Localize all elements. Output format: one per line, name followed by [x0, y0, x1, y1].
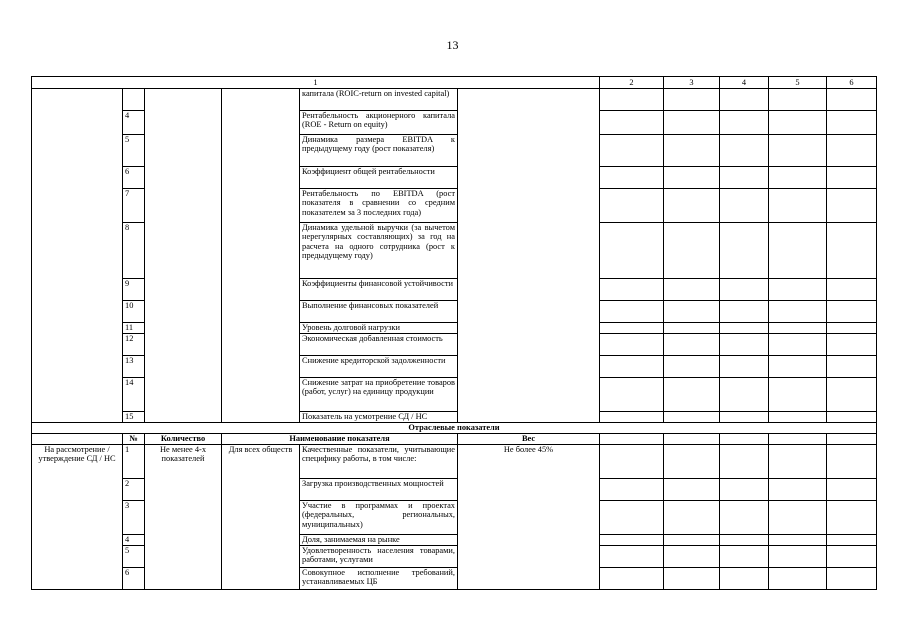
indicator-name: Уровень долговой нагрузки [300, 323, 458, 334]
empty-cell [600, 378, 664, 412]
section-title: Отраслевые показатели [32, 423, 877, 434]
indicator-name: Динамика удельной выручки (за вычетом нерегулярных составляющих) за год на расчета на одного сотрудника (рост к предыдущему году) [300, 223, 458, 279]
empty-cell [600, 301, 664, 323]
empty-cell [600, 412, 664, 423]
empty-cell [827, 568, 877, 590]
empty-cell [664, 434, 720, 445]
sub-header-qty: Количество [145, 434, 222, 445]
group-weight-cell [458, 89, 600, 423]
row-number: 7 [123, 189, 145, 223]
empty-cell [600, 223, 664, 279]
empty-cell [769, 301, 827, 323]
empty-cell [600, 189, 664, 223]
group-scope: Для всех обществ [222, 445, 300, 590]
empty-cell [664, 111, 720, 135]
empty-cell [769, 434, 827, 445]
empty-cell [720, 135, 769, 167]
column-header-1: 1 [32, 77, 600, 89]
empty-cell [664, 135, 720, 167]
empty-cell [720, 334, 769, 356]
empty-cell [720, 167, 769, 189]
indicator-name: Рентабельность по EBITDA (рост показателя в сравнении со средним показателем за 3 последних года) [300, 189, 458, 223]
empty-cell [769, 111, 827, 135]
empty-cell [769, 334, 827, 356]
row-number: 13 [123, 356, 145, 378]
row-number: 12 [123, 334, 145, 356]
row-number: 4 [123, 535, 145, 546]
empty-cell [827, 111, 877, 135]
empty-cell [720, 89, 769, 111]
empty-cell [827, 279, 877, 301]
empty-cell [600, 323, 664, 334]
indicators-table [31, 76, 877, 590]
empty-cell [827, 434, 877, 445]
empty-cell [32, 434, 123, 445]
empty-cell [720, 501, 769, 535]
empty-cell [720, 546, 769, 568]
empty-cell [720, 568, 769, 590]
empty-cell [827, 323, 877, 334]
empty-cell [769, 356, 827, 378]
page-number: 13 [446, 38, 459, 52]
sub-header-row [32, 434, 877, 445]
empty-cell [827, 89, 877, 111]
empty-cell [720, 479, 769, 501]
empty-cell [827, 546, 877, 568]
indicator-name: Рентабельность акционерного капитала (ROE - Return on equity) [300, 111, 458, 135]
indicator-name: Загрузка производственных мощностей [300, 479, 458, 501]
empty-cell [769, 546, 827, 568]
indicator-name: Снижение кредиторской задолженности [300, 356, 458, 378]
empty-cell [827, 479, 877, 501]
empty-cell [827, 445, 877, 479]
empty-cell [600, 479, 664, 501]
sub-header-no: № [123, 434, 145, 445]
indicator-name: Участие в программах и проектах (федеральных, региональных, муниципальных) [300, 501, 458, 535]
empty-cell [720, 279, 769, 301]
empty-cell [720, 189, 769, 223]
indicator-name: Снижение затрат на приобретение товаров (работ, услуг) на единицу продукции [300, 378, 458, 412]
empty-cell [600, 89, 664, 111]
empty-cell [664, 412, 720, 423]
empty-cell [827, 501, 877, 535]
empty-cell [769, 445, 827, 479]
empty-cell [769, 568, 827, 590]
empty-cell [600, 568, 664, 590]
empty-cell [769, 412, 827, 423]
empty-cell [720, 434, 769, 445]
empty-cell [664, 378, 720, 412]
indicator-name: Экономическая добавленная стоимость [300, 334, 458, 356]
row-number: 14 [123, 378, 145, 412]
empty-cell [664, 568, 720, 590]
row-number: 5 [123, 135, 145, 167]
row-number: 6 [123, 167, 145, 189]
row-number: 1 [123, 445, 145, 479]
sub-header-name: Наименование показателя [222, 434, 458, 445]
empty-cell [600, 535, 664, 546]
empty-cell [769, 535, 827, 546]
empty-cell [664, 301, 720, 323]
indicator-name: Динамика размера EBITDA к предыдущему году (рост показателя) [300, 135, 458, 167]
empty-cell [600, 546, 664, 568]
empty-cell [600, 356, 664, 378]
column-header-5: 5 [769, 77, 827, 89]
empty-cell [720, 356, 769, 378]
empty-cell [769, 279, 827, 301]
empty-cell [827, 301, 877, 323]
row-number: 8 [123, 223, 145, 279]
empty-cell [769, 189, 827, 223]
empty-cell [664, 279, 720, 301]
column-header-3: 3 [664, 77, 720, 89]
table-row [32, 89, 877, 111]
empty-cell [720, 445, 769, 479]
empty-cell [769, 135, 827, 167]
section-row [32, 423, 877, 434]
row-number: 10 [123, 301, 145, 323]
empty-cell [664, 334, 720, 356]
empty-cell [827, 167, 877, 189]
indicator-name: Показатель на усмотрение СД / НС [300, 412, 458, 423]
row-number: 6 [123, 568, 145, 590]
empty-cell [600, 167, 664, 189]
empty-cell [769, 167, 827, 189]
group-scope-cell [222, 89, 300, 423]
row-number: 9 [123, 279, 145, 301]
empty-cell [720, 301, 769, 323]
empty-cell [769, 378, 827, 412]
row-number: 3 [123, 501, 145, 535]
empty-cell [827, 412, 877, 423]
sub-header-weight: Вес [458, 434, 600, 445]
empty-cell [769, 479, 827, 501]
indicator-name: Выполнение финансовых показателей [300, 301, 458, 323]
indicator-name: Коэффициент общей рентабельности [300, 167, 458, 189]
indicator-name: Доля, занимаемая на рынке [300, 535, 458, 546]
empty-cell [664, 189, 720, 223]
row-number: 4 [123, 111, 145, 135]
empty-cell [664, 479, 720, 501]
column-header-4: 4 [720, 77, 769, 89]
empty-cell [600, 445, 664, 479]
empty-cell [664, 323, 720, 334]
empty-cell [600, 501, 664, 535]
empty-cell [720, 223, 769, 279]
empty-cell [600, 434, 664, 445]
empty-cell [769, 223, 827, 279]
empty-cell [720, 111, 769, 135]
empty-cell [769, 89, 827, 111]
empty-cell [827, 189, 877, 223]
empty-cell [664, 445, 720, 479]
empty-cell [827, 223, 877, 279]
empty-cell [664, 89, 720, 111]
empty-cell [664, 546, 720, 568]
empty-cell [664, 356, 720, 378]
row-number: 5 [123, 546, 145, 568]
empty-cell [720, 378, 769, 412]
empty-cell [827, 378, 877, 412]
empty-cell [827, 334, 877, 356]
empty-cell [720, 323, 769, 334]
indicator-name: Качественные показатели, учитывающие специфику работы, в том числе: [300, 445, 458, 479]
column-header-2: 2 [600, 77, 664, 89]
empty-cell [600, 279, 664, 301]
empty-cell [827, 356, 877, 378]
group-qty: Не менее 4-х показателей [145, 445, 222, 590]
empty-cell [664, 535, 720, 546]
indicator-name: Коэффициенты финансовой устойчивости [300, 279, 458, 301]
group-basis-cell [32, 89, 123, 423]
empty-cell [827, 535, 877, 546]
empty-cell [600, 135, 664, 167]
row-number: 15 [123, 412, 145, 423]
empty-cell [769, 501, 827, 535]
empty-cell [664, 223, 720, 279]
empty-cell [720, 412, 769, 423]
empty-cell [664, 167, 720, 189]
empty-cell [664, 501, 720, 535]
group-weight: Не более 45% [458, 445, 600, 590]
row-number: 2 [123, 479, 145, 501]
column-header-row [32, 77, 877, 89]
row-number: 11 [123, 323, 145, 334]
empty-cell [600, 334, 664, 356]
indicator-name: Совокупное исполнение требований, устанавливаемых ЦБ [300, 568, 458, 590]
empty-cell [769, 323, 827, 334]
empty-cell [720, 535, 769, 546]
empty-cell [827, 135, 877, 167]
indicator-name: капитала (ROIC-return on invested capital) [300, 89, 458, 111]
column-header-6: 6 [827, 77, 877, 89]
table-row [32, 445, 877, 479]
group-qty-cell [145, 89, 222, 423]
indicator-name: Удовлетворенность населения товарами, работами, услугами [300, 546, 458, 568]
group-basis: На рассмотрение /утверждение СД / НС [32, 445, 123, 590]
row-number [123, 89, 145, 111]
empty-cell [600, 111, 664, 135]
